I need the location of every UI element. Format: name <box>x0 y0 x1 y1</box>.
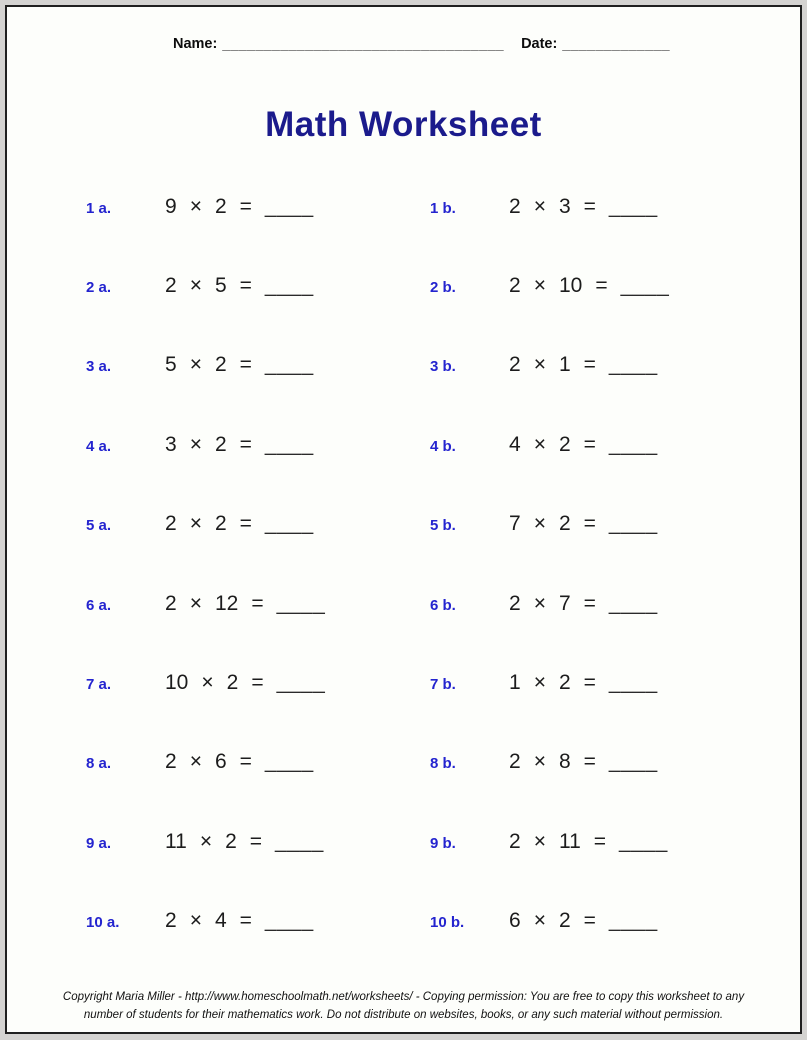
problem-expression <box>165 750 314 774</box>
answer-blank: ____ <box>620 274 670 298</box>
problem-9b <box>430 830 800 854</box>
problem-3a <box>86 353 430 377</box>
equals-sign: = <box>239 909 252 933</box>
factor-2: 2 <box>214 512 227 536</box>
problem-label: 3 b. <box>430 358 456 376</box>
factor-1: 2 <box>509 829 521 853</box>
problem-row-5 <box>7 485 800 564</box>
problem-6a <box>86 592 430 616</box>
factor-2: 12 <box>214 591 239 615</box>
multiply-sign: × <box>189 194 202 218</box>
date-label: Date: <box>521 36 558 52</box>
factor-1: 9 <box>165 194 177 218</box>
factor-1: 5 <box>165 353 177 377</box>
factor-2: 2 <box>214 432 227 456</box>
problem-label: 9 a. <box>86 834 112 852</box>
factor-2: 2 <box>558 909 571 933</box>
equals-sign: = <box>239 432 252 456</box>
problem-label: 5 b. <box>430 517 456 535</box>
problem-label: 3 a. <box>86 358 112 376</box>
answer-blank: ____ <box>264 512 314 536</box>
multiply-sign: × <box>533 194 546 218</box>
multiply-sign: × <box>533 591 546 615</box>
answer-blank: ____ <box>608 353 658 377</box>
problem-row-8 <box>7 723 800 802</box>
factor-2: 10 <box>558 274 583 298</box>
equals-sign: = <box>583 591 596 615</box>
equals-sign: = <box>583 909 596 933</box>
problem-label: 4 a. <box>86 437 112 455</box>
copyright-footer <box>7 989 800 1024</box>
problem-3b <box>430 353 800 377</box>
problem-label: 2 a. <box>86 279 112 297</box>
problem-label: 4 b. <box>430 437 456 455</box>
problem-expression <box>165 671 325 695</box>
answer-blank: ____ <box>264 353 314 377</box>
problem-label: 8 b. <box>430 755 456 773</box>
factor-1: 6 <box>509 909 521 933</box>
problems-grid <box>7 167 800 961</box>
problem-7a <box>86 671 430 695</box>
answer-blank: ____ <box>608 194 658 218</box>
equals-sign: = <box>583 671 596 695</box>
problem-expression <box>165 512 314 536</box>
problem-expression <box>509 750 658 774</box>
multiply-sign: × <box>189 353 202 377</box>
problem-row-10 <box>7 882 800 961</box>
factor-2: 2 <box>214 194 227 218</box>
factor-1: 7 <box>509 512 521 536</box>
problem-expression <box>509 830 668 854</box>
factor-1: 2 <box>165 512 177 536</box>
problem-label: 5 a. <box>86 517 112 535</box>
answer-blank: ____ <box>275 829 324 853</box>
factor-1: 2 <box>165 591 177 615</box>
problem-expression <box>165 592 325 616</box>
answer-blank: ____ <box>608 750 658 774</box>
equals-sign: = <box>239 194 252 218</box>
problem-label: 2 b. <box>430 279 456 297</box>
factor-2: 2 <box>558 432 571 456</box>
problem-row-7 <box>7 643 800 722</box>
problem-expression <box>509 909 658 933</box>
answer-blank: ____ <box>264 750 314 774</box>
answer-blank: ____ <box>608 909 658 933</box>
factor-2: 8 <box>558 750 571 774</box>
problem-2b <box>430 274 800 298</box>
problem-label: 6 a. <box>86 596 112 614</box>
factor-1: 1 <box>509 671 521 695</box>
problem-8a <box>86 750 430 774</box>
multiply-sign: × <box>533 432 546 456</box>
multiply-sign: × <box>189 432 202 456</box>
equals-sign: = <box>583 750 596 774</box>
problem-row-4 <box>7 405 800 484</box>
name-label: Name: <box>173 36 218 52</box>
factor-2: 6 <box>214 750 227 774</box>
equals-sign: = <box>583 432 596 456</box>
equals-sign: = <box>583 512 596 536</box>
factor-2: 2 <box>226 671 239 695</box>
answer-blank: ____ <box>608 432 658 456</box>
problem-label: 9 b. <box>430 834 456 852</box>
answer-blank: ____ <box>276 591 326 615</box>
problem-label: 7 b. <box>430 676 456 694</box>
factor-2: 3 <box>558 194 571 218</box>
answer-blank: ____ <box>264 274 314 298</box>
equals-sign: = <box>251 671 264 695</box>
multiply-sign: × <box>201 671 214 695</box>
problem-row-1 <box>7 167 800 246</box>
problem-label: 7 a. <box>86 676 112 694</box>
multiply-sign: × <box>533 274 546 298</box>
equals-sign: = <box>595 274 608 298</box>
problem-2a <box>86 274 430 298</box>
problem-label: 10 b. <box>430 914 465 932</box>
problem-label: 8 a. <box>86 755 112 773</box>
multiply-sign: × <box>189 591 202 615</box>
answer-blank: ____ <box>608 512 658 536</box>
factor-1: 2 <box>165 909 177 933</box>
answer-blank: ____ <box>608 591 658 615</box>
equals-sign: = <box>249 829 263 853</box>
factor-1: 2 <box>165 274 177 298</box>
multiply-sign: × <box>533 909 546 933</box>
multiply-sign: × <box>199 829 213 853</box>
factor-1: 2 <box>509 274 521 298</box>
problem-row-6 <box>7 564 800 643</box>
answer-blank: ____ <box>264 909 314 933</box>
copyright-line-1: Copyright Maria Miller - http://www.homeschoolmath.net/worksheets/ - Copying permission: You are free to copy this worksheet to any <box>62 991 745 1003</box>
factor-2: 11 <box>558 829 581 853</box>
answer-blank: ____ <box>619 829 668 853</box>
multiply-sign: × <box>189 274 202 298</box>
problem-1b <box>430 195 800 219</box>
factor-1: 3 <box>165 432 177 456</box>
factor-1: 4 <box>509 432 521 456</box>
problem-expression <box>509 274 669 298</box>
factor-1: 2 <box>509 194 521 218</box>
factor-1: 2 <box>509 353 521 377</box>
problem-5b <box>430 512 800 536</box>
answer-blank: ____ <box>264 194 314 218</box>
problem-expression <box>509 671 658 695</box>
problem-4b <box>430 433 800 457</box>
problem-expression <box>165 433 314 457</box>
factor-2: 2 <box>558 671 571 695</box>
multiply-sign: × <box>189 750 202 774</box>
problem-expression <box>509 195 658 219</box>
problem-expression <box>165 830 324 854</box>
problem-expression <box>165 909 314 933</box>
page-title: Math Worksheet <box>265 105 542 144</box>
problem-expression <box>165 195 314 219</box>
worksheet-header <box>173 35 670 52</box>
problem-label: 10 a. <box>86 914 120 932</box>
factor-1: 2 <box>509 750 521 774</box>
worksheet-page <box>5 5 802 1034</box>
factor-1: 2 <box>509 591 521 615</box>
answer-blank: ____ <box>608 671 658 695</box>
multiply-sign: × <box>189 909 202 933</box>
problem-label: 6 b. <box>430 596 456 614</box>
problem-row-2 <box>7 246 800 325</box>
factor-1: 2 <box>165 750 177 774</box>
problem-expression <box>509 433 658 457</box>
problem-expression <box>509 353 658 377</box>
problem-10b <box>430 909 800 933</box>
problem-row-3 <box>7 326 800 405</box>
name-blank-line: __________________________________ <box>222 35 505 51</box>
multiply-sign: × <box>533 829 546 853</box>
equals-sign: = <box>251 591 264 615</box>
problem-label: 1 a. <box>86 199 112 217</box>
problem-9a <box>86 830 430 854</box>
problem-expression <box>509 592 658 616</box>
factor-1: 11 <box>165 829 187 853</box>
factor-2: 2 <box>225 829 237 853</box>
answer-blank: ____ <box>276 671 326 695</box>
problem-4a <box>86 433 430 457</box>
equals-sign: = <box>593 829 607 853</box>
equals-sign: = <box>239 750 252 774</box>
factor-2: 2 <box>214 353 227 377</box>
problem-expression <box>165 274 314 298</box>
factor-2: 1 <box>558 353 571 377</box>
problem-10a <box>86 909 430 933</box>
factor-1: 10 <box>165 671 189 695</box>
date-blank-line: _____________ <box>562 35 671 51</box>
copyright-line-2: number of students for their mathematics work. Do not distribute on websites, books, or any such material without permission. <box>83 1008 724 1021</box>
multiply-sign: × <box>533 353 546 377</box>
multiply-sign: × <box>533 671 546 695</box>
problem-row-9 <box>7 802 800 881</box>
problem-1a <box>86 195 430 219</box>
problem-7b <box>430 671 800 695</box>
problem-8b <box>430 750 800 774</box>
problem-expression <box>509 512 658 536</box>
factor-2: 2 <box>558 512 571 536</box>
factor-2: 7 <box>558 591 571 615</box>
problem-expression <box>165 353 314 377</box>
problem-label: 1 b. <box>430 199 456 217</box>
multiply-sign: × <box>189 512 202 536</box>
problem-6b <box>430 592 800 616</box>
equals-sign: = <box>239 274 252 298</box>
equals-sign: = <box>583 353 596 377</box>
multiply-sign: × <box>533 750 546 774</box>
factor-2: 4 <box>214 909 227 933</box>
equals-sign: = <box>583 194 596 218</box>
equals-sign: = <box>239 512 252 536</box>
multiply-sign: × <box>533 512 546 536</box>
answer-blank: ____ <box>264 432 314 456</box>
equals-sign: = <box>239 353 252 377</box>
problem-5a <box>86 512 430 536</box>
factor-2: 5 <box>214 274 227 298</box>
